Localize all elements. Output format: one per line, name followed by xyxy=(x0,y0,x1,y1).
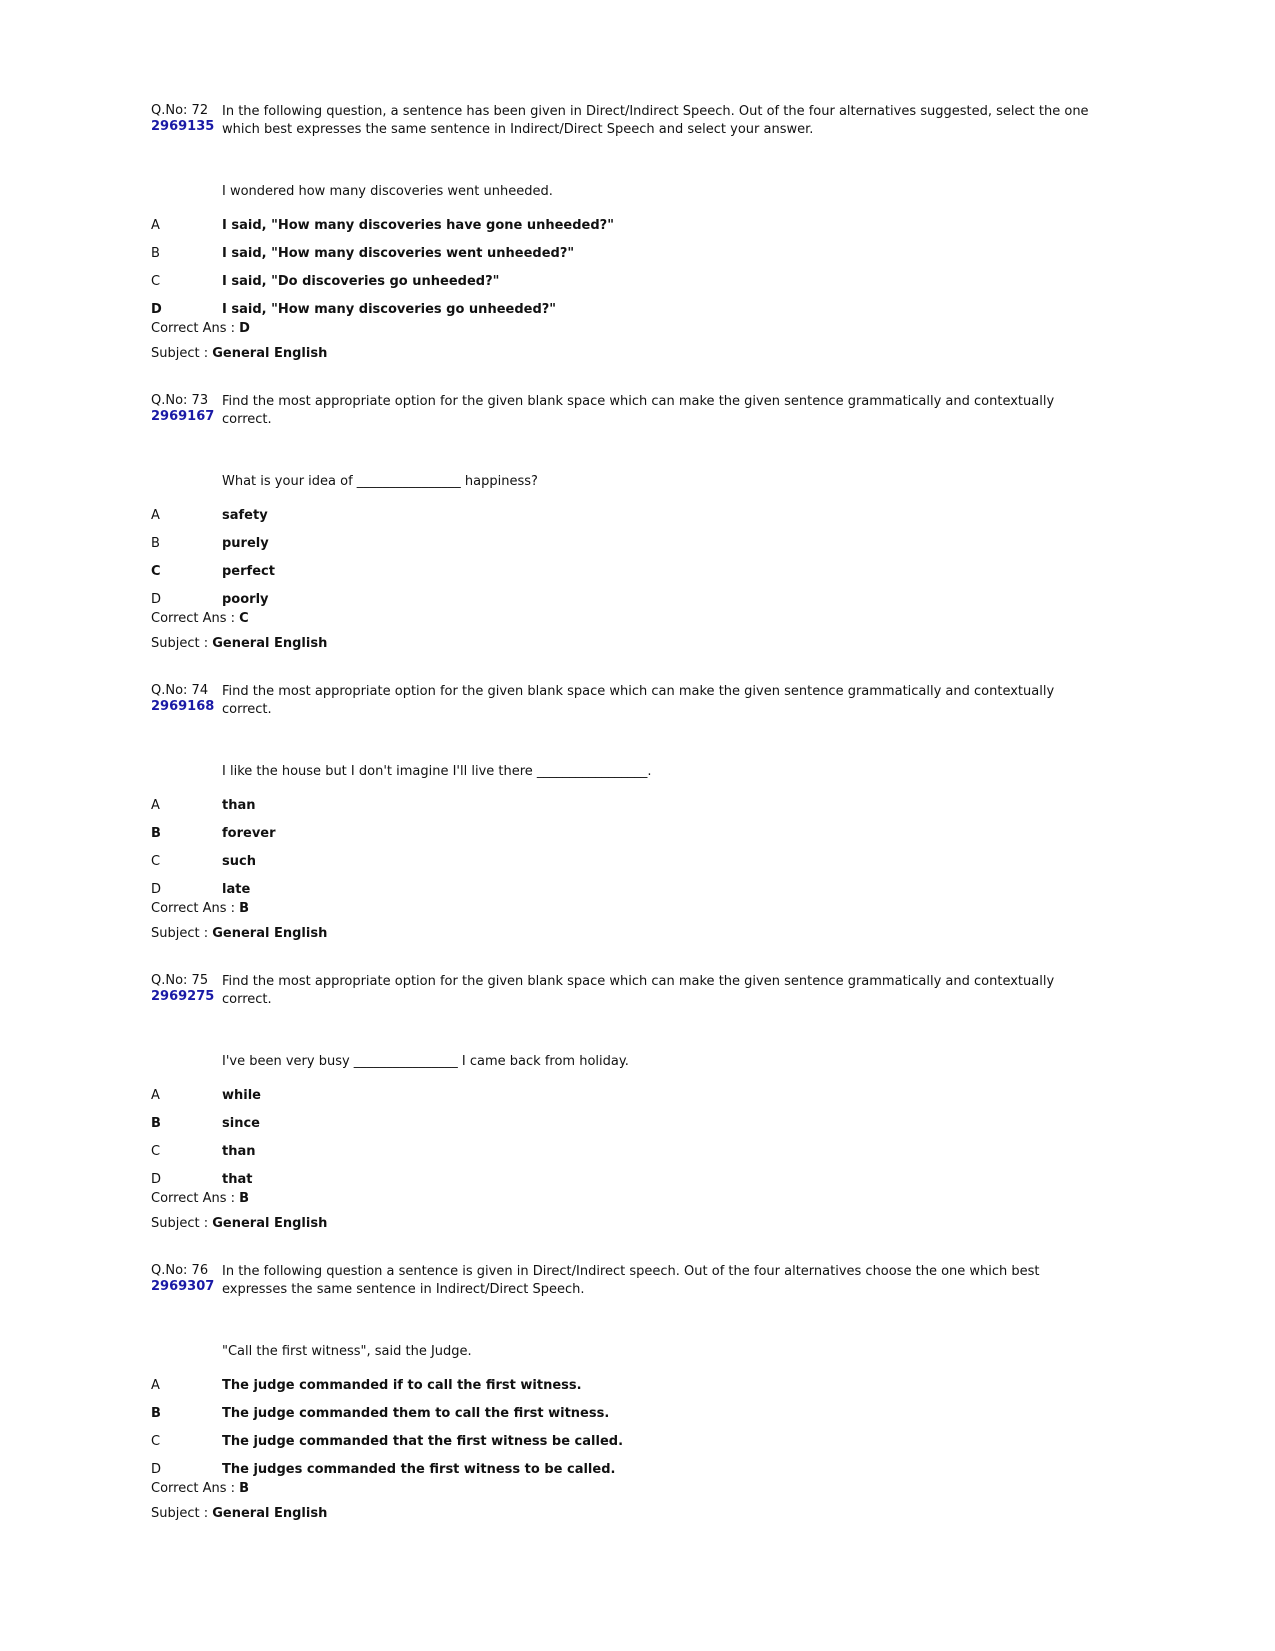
subject-value: General English xyxy=(212,926,328,941)
option-b xyxy=(151,529,1101,557)
option-a xyxy=(151,1371,1101,1399)
option-d xyxy=(151,585,1101,613)
question-text: In the following question a sentence is given in Direct/Indirect speech. Out of the four alternatives choose the one which best expresses the same sentence in Indirect/Direct Speech. xyxy=(222,1264,1040,1297)
option-text: The judge commanded if to call the first witness. xyxy=(222,1377,582,1393)
subject-line xyxy=(151,1505,327,1523)
option-letter: D xyxy=(151,1461,162,1477)
option-d xyxy=(151,1165,1101,1193)
question-list xyxy=(151,103,1101,1553)
question-text: Find the most appropriate option for the given blank space which can make the given sentence grammatically and contextually correct. xyxy=(222,394,1055,427)
option-text: The judge commanded that the first witness be called. xyxy=(222,1433,624,1449)
option-letter: A xyxy=(151,797,160,813)
subject-label: Subject : xyxy=(151,1216,213,1231)
option-text: such xyxy=(222,853,256,869)
option-letter: A xyxy=(151,1377,160,1393)
correct-answer-label: Correct Ans : xyxy=(151,611,240,626)
option-d xyxy=(151,875,1101,903)
option-list xyxy=(151,501,1101,613)
question-id xyxy=(151,393,222,425)
question-id xyxy=(151,103,222,135)
option-letter: C xyxy=(151,1143,161,1159)
option-c xyxy=(151,1137,1101,1165)
question-prompt: I wondered how many discoveries went unheeded. xyxy=(222,184,553,199)
question-prompt: "Call the first witness", said the Judge. xyxy=(222,1344,472,1359)
question-code: 2969135 xyxy=(151,119,215,134)
question-number: Q.No: 76 xyxy=(151,1263,209,1278)
subject-label: Subject : xyxy=(151,636,213,651)
correct-answer xyxy=(151,610,249,628)
question-prompt: I like the house but I don't imagine I'll live there _________________. xyxy=(222,764,652,779)
option-a xyxy=(151,1081,1101,1109)
option-a xyxy=(151,791,1101,819)
option-text: I said, "How many discoveries went unheeded?" xyxy=(222,245,575,261)
option-letter: D xyxy=(151,1171,162,1187)
option-text: I said, "How many discoveries have gone unheeded?" xyxy=(222,217,614,233)
option-a xyxy=(151,211,1101,239)
option-letter: C xyxy=(151,1433,161,1449)
question-block xyxy=(151,683,1101,973)
option-list xyxy=(151,1371,1101,1483)
subject-line xyxy=(151,345,327,363)
question-code: 2969307 xyxy=(151,1279,215,1294)
subject-value: General English xyxy=(212,1506,328,1521)
correct-answer-value: B xyxy=(239,901,250,916)
option-b xyxy=(151,819,1101,847)
correct-answer-label: Correct Ans : xyxy=(151,1191,240,1206)
subject-label: Subject : xyxy=(151,926,213,941)
option-letter: C xyxy=(151,853,161,869)
question-header xyxy=(151,103,1101,139)
question-header xyxy=(151,683,1101,719)
correct-answer xyxy=(151,1480,249,1498)
subject-value: General English xyxy=(212,1216,328,1231)
option-b xyxy=(151,239,1101,267)
correct-answer-value: D xyxy=(239,321,250,336)
correct-answer xyxy=(151,900,249,918)
correct-answer xyxy=(151,1190,249,1208)
question-header xyxy=(151,973,1101,1009)
question-number: Q.No: 74 xyxy=(151,683,209,698)
option-letter: B xyxy=(151,245,160,261)
correct-answer-value: C xyxy=(239,611,249,626)
option-c xyxy=(151,1427,1101,1455)
option-b xyxy=(151,1399,1101,1427)
option-list xyxy=(151,791,1101,903)
question-prompt: What is your idea of ________________ happiness? xyxy=(222,474,538,489)
question-id xyxy=(151,683,222,715)
option-text: late xyxy=(222,881,251,897)
option-list xyxy=(151,211,1101,323)
question-number: Q.No: 73 xyxy=(151,393,209,408)
option-text: forever xyxy=(222,825,276,841)
option-letter: C xyxy=(151,273,161,289)
subject-line xyxy=(151,635,327,653)
option-text: purely xyxy=(222,535,269,551)
option-letter: C xyxy=(151,563,161,579)
correct-answer-label: Correct Ans : xyxy=(151,1481,240,1496)
option-letter: A xyxy=(151,1087,160,1103)
option-text: The judge commanded them to call the first witness. xyxy=(222,1405,610,1421)
option-text: than xyxy=(222,1143,256,1159)
subject-value: General English xyxy=(212,346,328,361)
question-text: In the following question, a sentence has been given in Direct/Indirect Speech. Out of the four alternatives suggested, select the one which best expresses the same sentence in Indirect/Direct Speech and select your answer. xyxy=(222,104,1089,137)
option-b xyxy=(151,1109,1101,1137)
correct-answer-label: Correct Ans : xyxy=(151,901,240,916)
option-letter: B xyxy=(151,1405,161,1421)
subject-label: Subject : xyxy=(151,1506,213,1521)
option-d xyxy=(151,295,1101,323)
question-header xyxy=(151,1263,1101,1299)
option-text: safety xyxy=(222,507,268,523)
correct-answer xyxy=(151,320,250,338)
subject-label: Subject : xyxy=(151,346,213,361)
option-letter: B xyxy=(151,825,161,841)
question-text: Find the most appropriate option for the given blank space which can make the given sentence grammatically and contextually correct. xyxy=(222,974,1055,1007)
correct-answer-value: B xyxy=(239,1191,250,1206)
option-list xyxy=(151,1081,1101,1193)
subject-line xyxy=(151,925,327,943)
question-block xyxy=(151,393,1101,683)
question-number: Q.No: 75 xyxy=(151,973,209,988)
option-text: I said, "Do discoveries go unheeded?" xyxy=(222,273,500,289)
option-text: while xyxy=(222,1087,261,1103)
option-letter: D xyxy=(151,301,162,317)
option-text: than xyxy=(222,797,256,813)
option-a xyxy=(151,501,1101,529)
option-text: poorly xyxy=(222,591,269,607)
question-block xyxy=(151,1263,1101,1553)
question-number: Q.No: 72 xyxy=(151,103,209,118)
option-letter: D xyxy=(151,881,162,897)
question-block xyxy=(151,103,1101,393)
subject-value: General English xyxy=(212,636,328,651)
option-c xyxy=(151,557,1101,585)
option-letter: B xyxy=(151,535,160,551)
subject-line xyxy=(151,1215,327,1233)
option-letter: A xyxy=(151,507,160,523)
option-c xyxy=(151,847,1101,875)
option-text: since xyxy=(222,1115,260,1131)
question-code: 2969275 xyxy=(151,989,215,1004)
option-letter: B xyxy=(151,1115,161,1131)
question-code: 2969168 xyxy=(151,699,215,714)
option-c xyxy=(151,267,1101,295)
question-prompt: I've been very busy ________________ I came back from holiday. xyxy=(222,1054,629,1069)
correct-answer-value: B xyxy=(239,1481,250,1496)
option-letter: D xyxy=(151,591,162,607)
question-id xyxy=(151,1263,222,1295)
question-code: 2969167 xyxy=(151,409,215,424)
option-text: I said, "How many discoveries go unheeded?" xyxy=(222,301,557,317)
question-header xyxy=(151,393,1101,429)
option-text: perfect xyxy=(222,563,275,579)
correct-answer-label: Correct Ans : xyxy=(151,321,240,336)
option-d xyxy=(151,1455,1101,1483)
question-text: Find the most appropriate option for the given blank space which can make the given sentence grammatically and contextually correct. xyxy=(222,684,1055,717)
question-block xyxy=(151,973,1101,1263)
option-text: that xyxy=(222,1171,253,1187)
question-id xyxy=(151,973,222,1005)
option-text: The judges commanded the first witness to be called. xyxy=(222,1461,616,1477)
option-letter: A xyxy=(151,217,160,233)
